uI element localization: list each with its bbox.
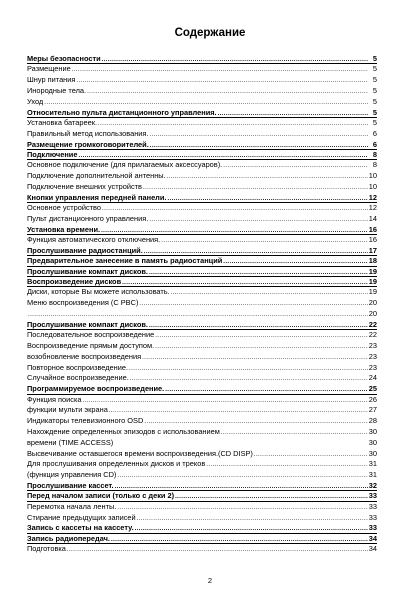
dot-leader <box>129 364 368 375</box>
toc-entry <box>27 225 377 235</box>
toc-entry-page: 12 <box>368 203 377 213</box>
dot-leader <box>167 194 367 205</box>
toc-entry-title: возобновление воспроизведения <box>27 351 142 361</box>
toc-entry-title: Воспроизведение прямым доступом. <box>27 341 155 351</box>
dot-leader <box>223 161 368 172</box>
toc-entry-title: Запись с кассеты на кассету. <box>27 523 134 533</box>
toc-entry-title: функции мульти экрана <box>27 405 108 415</box>
dot-leader <box>206 460 368 471</box>
toc-entry <box>27 534 377 544</box>
toc-entry-title: Высвечивание оставшегося времени воспроизведения.(CD DISP) <box>27 448 253 458</box>
toc-entry-page: 31 <box>368 470 377 480</box>
toc-entry-page: 6 <box>372 128 377 138</box>
toc-entry-title: Подключение внешних устройств <box>27 181 142 191</box>
toc-entry <box>27 352 377 363</box>
toc-entry-page: 32 <box>368 481 377 490</box>
toc-entry-page: 23 <box>368 341 377 351</box>
dot-leader <box>130 374 368 385</box>
toc-entry-title: Для прослушивания определенных дисков и треков <box>27 459 206 469</box>
toc-entry-page: 33 <box>368 491 377 501</box>
toc-entry-title: Случайное воспроизведение. <box>27 373 129 383</box>
dot-leader <box>165 385 368 396</box>
toc-entry <box>27 395 377 406</box>
toc-entry-title: Основное подключение (для прилагаемых аксессуаров). <box>27 160 223 170</box>
toc-entry-page: 14 <box>368 213 377 223</box>
dot-leader <box>254 450 368 461</box>
toc-entry-title: Основное устройство <box>27 203 101 213</box>
toc-entry-title: Подготовка <box>27 544 66 554</box>
toc-entry <box>27 182 377 193</box>
dot-leader <box>221 428 368 439</box>
toc-entry-page: 5 <box>372 64 377 74</box>
toc-entry-title: Индикаторы телевизионного OSD <box>27 416 144 426</box>
toc-entry <box>27 513 377 524</box>
dot-leader <box>76 76 368 87</box>
toc-entry-page: 33 <box>368 501 377 511</box>
toc-entry-title: Меры безопасности <box>27 54 101 63</box>
toc-entry <box>27 150 377 160</box>
toc-entry-page: 23 <box>368 351 377 361</box>
toc-entry-page: 30 <box>368 427 377 437</box>
dot-leader <box>142 353 368 364</box>
toc-entry-page: 5 <box>372 75 377 85</box>
toc-entry <box>27 246 377 256</box>
dot-leader <box>167 172 368 183</box>
toc-entry <box>27 544 377 555</box>
toc-entry <box>27 363 377 374</box>
toc-entry-page: 33 <box>368 523 377 533</box>
toc-entry-title: Подключение дополнительной антенны. <box>27 171 166 181</box>
toc-entry-page: 30 <box>368 448 377 458</box>
toc-entry <box>27 203 377 214</box>
toc-entry-title: (функция управления CD) <box>27 470 117 480</box>
toc-entry <box>27 523 377 533</box>
toc-entry <box>27 287 377 298</box>
toc-entry-title: Инородные тела. <box>27 85 87 95</box>
toc-entry-title: Последовательное воспроизведение <box>27 330 155 340</box>
toc-entry-page: 22 <box>368 319 377 329</box>
toc-entry-title: Уход <box>27 96 44 106</box>
toc-entry-page: 30 <box>368 437 377 447</box>
dot-leader <box>149 130 368 141</box>
toc-entry-title: Прослушивание компакт дисков. <box>27 319 148 329</box>
toc-entry-page: 5 <box>372 96 377 106</box>
dot-leader <box>135 524 368 535</box>
toc-entry <box>27 491 377 501</box>
toc-entry-title: Функция автоматического отключения. <box>27 235 161 245</box>
toc-entry <box>27 449 377 460</box>
toc-entry <box>27 171 377 182</box>
toc-entry-title: Функция поиска <box>27 394 82 404</box>
page-title: Содержание <box>174 27 246 39</box>
toc-entry <box>27 86 377 97</box>
toc-entry-page: 33 <box>368 512 377 522</box>
toc-entry-title: Прослушивание компакт дисков. <box>27 266 148 276</box>
toc-entry-page: 24 <box>368 373 377 383</box>
toc-entry <box>27 470 377 481</box>
toc-entry <box>27 160 377 171</box>
toc-entry-page: 34 <box>368 544 377 554</box>
toc-entry <box>27 118 377 129</box>
toc-entry-title: Диски, которые Вы можете использовать. <box>27 287 170 297</box>
toc-entry-page: 5 <box>372 117 377 127</box>
toc-entry <box>27 438 377 449</box>
dot-leader <box>150 141 368 152</box>
toc-entry-page: 16 <box>368 224 377 234</box>
toc-entry <box>27 481 377 491</box>
toc-entry-title: Установка батареек. <box>27 117 98 127</box>
toc-entry-page: 25 <box>368 384 377 394</box>
toc-entry <box>27 193 377 203</box>
toc-entry-page: 5 <box>372 107 377 117</box>
toc-entry <box>27 129 377 140</box>
toc-entry-page: 18 <box>368 256 377 266</box>
toc-entry <box>27 277 377 287</box>
toc-entry-title: Размещение <box>27 64 71 74</box>
dot-leader <box>87 87 368 98</box>
toc-entry-page: 10 <box>368 171 377 181</box>
toc-entry-title: Установка времени. <box>27 224 101 234</box>
toc-entry-title: Повторное воспроизведение. <box>27 362 129 372</box>
toc-entry-title: Перемотка начала ленты. <box>27 501 117 511</box>
toc-entry <box>27 97 377 108</box>
dot-leader <box>117 471 367 482</box>
toc-entry-page: 19 <box>368 277 377 287</box>
toc-entry-title: Перед началом записи (только с деки 2) <box>27 491 175 501</box>
toc-entry-title: Относительно пульта дистанционного управления. <box>27 107 217 117</box>
dot-leader <box>137 514 368 525</box>
toc-entry-page: 22 <box>368 330 377 340</box>
toc-entry <box>27 298 377 309</box>
dot-leader <box>171 288 368 299</box>
toc-entry-page: 23 <box>368 362 377 372</box>
toc-entry-page: 34 <box>368 533 377 543</box>
toc-entry-title: Воспроизведение дисков <box>27 277 122 287</box>
toc-entry-title: Размещение громкоговорителей. <box>27 139 149 149</box>
toc-entry-title: Меню воспроизведения (С PBC) <box>27 298 139 308</box>
toc-entry-title: Кнопки управления передней панели. <box>27 192 167 202</box>
toc-entry <box>27 405 377 416</box>
toc-entry-title: Нахождение определенных эпизодов с использованием <box>27 427 220 437</box>
dot-leader <box>155 331 368 342</box>
dot-leader <box>149 268 368 279</box>
toc-entry-page: 20 <box>368 309 377 319</box>
toc-entry-page: 27 <box>368 405 377 415</box>
toc-entry-page: 26 <box>368 394 377 404</box>
dot-leader <box>175 492 368 503</box>
toc-entry <box>27 384 377 394</box>
toc-entry-title: Предварительное занесение в память радиостанций <box>27 256 223 266</box>
toc-entry-title: времени (TIME ACCESS) <box>27 437 114 447</box>
toc-entry-title: Правильный метод использования. <box>27 128 149 138</box>
dot-leader <box>149 215 367 226</box>
toc-entry-title: Прослушивание радиостанций. <box>27 245 143 255</box>
toc-entry <box>27 214 377 225</box>
dot-leader <box>139 299 367 310</box>
dot-leader <box>143 183 368 194</box>
toc-entry <box>27 309 377 320</box>
toc-entry <box>27 330 377 341</box>
page-number: 2 <box>207 576 213 585</box>
dot-leader <box>72 65 368 76</box>
toc-entry <box>27 64 377 75</box>
toc-entry-page: 10 <box>368 181 377 191</box>
toc-entry <box>27 427 377 438</box>
toc-entry <box>27 108 377 118</box>
toc-entry-title: Запись радиопередач. <box>27 533 110 543</box>
toc-entry-page: 8 <box>372 149 377 159</box>
toc-entry-title: Шнур питания <box>27 75 76 85</box>
toc-entry-title: Программируемое воспроизведение. <box>27 384 165 394</box>
dot-leader <box>67 545 368 556</box>
toc-entry-page: 5 <box>372 85 377 95</box>
toc-entry <box>27 75 377 86</box>
toc-entry <box>27 373 377 384</box>
dot-leader <box>161 236 368 247</box>
dot-leader <box>149 321 368 332</box>
toc-entry-page: 17 <box>368 245 377 255</box>
toc-entry-page: 28 <box>368 416 377 426</box>
toc-entry <box>27 256 377 266</box>
dot-leader <box>102 55 368 66</box>
dot-leader <box>109 406 368 417</box>
toc-entry <box>27 502 377 513</box>
toc-entry-title: Прослушивание кассет. <box>27 481 114 490</box>
dot-leader <box>155 342 368 353</box>
toc-entry <box>27 267 377 277</box>
toc-entry <box>27 235 377 246</box>
toc-entry-page: 16 <box>368 235 377 245</box>
toc-entry-title: Стирание предыдущих записей <box>27 512 136 522</box>
toc-entry <box>27 54 377 64</box>
toc-entry-page: 8 <box>372 160 377 170</box>
toc-entry-page: 6 <box>372 139 377 149</box>
toc-entry-page: 5 <box>372 54 377 63</box>
table-of-contents <box>27 54 377 555</box>
toc-entry <box>27 140 377 150</box>
dot-leader <box>83 396 368 407</box>
toc-entry <box>27 341 377 352</box>
dot-leader <box>218 109 368 120</box>
toc-entry-title: Пульт дистанционного управления. <box>27 213 149 223</box>
dot-leader <box>223 257 367 268</box>
toc-entry-title: Подключение <box>27 149 78 159</box>
toc-entry <box>27 416 377 427</box>
toc-entry <box>27 459 377 470</box>
dot-leader <box>117 503 367 514</box>
toc-entry-page: 31 <box>368 459 377 469</box>
dot-leader <box>111 535 368 546</box>
toc-entry-page: 12 <box>368 192 377 202</box>
toc-entry-page: 20 <box>368 298 377 308</box>
toc-entry <box>27 320 377 330</box>
toc-entry-page: 19 <box>368 287 377 297</box>
toc-entry-page: 19 <box>368 266 377 276</box>
